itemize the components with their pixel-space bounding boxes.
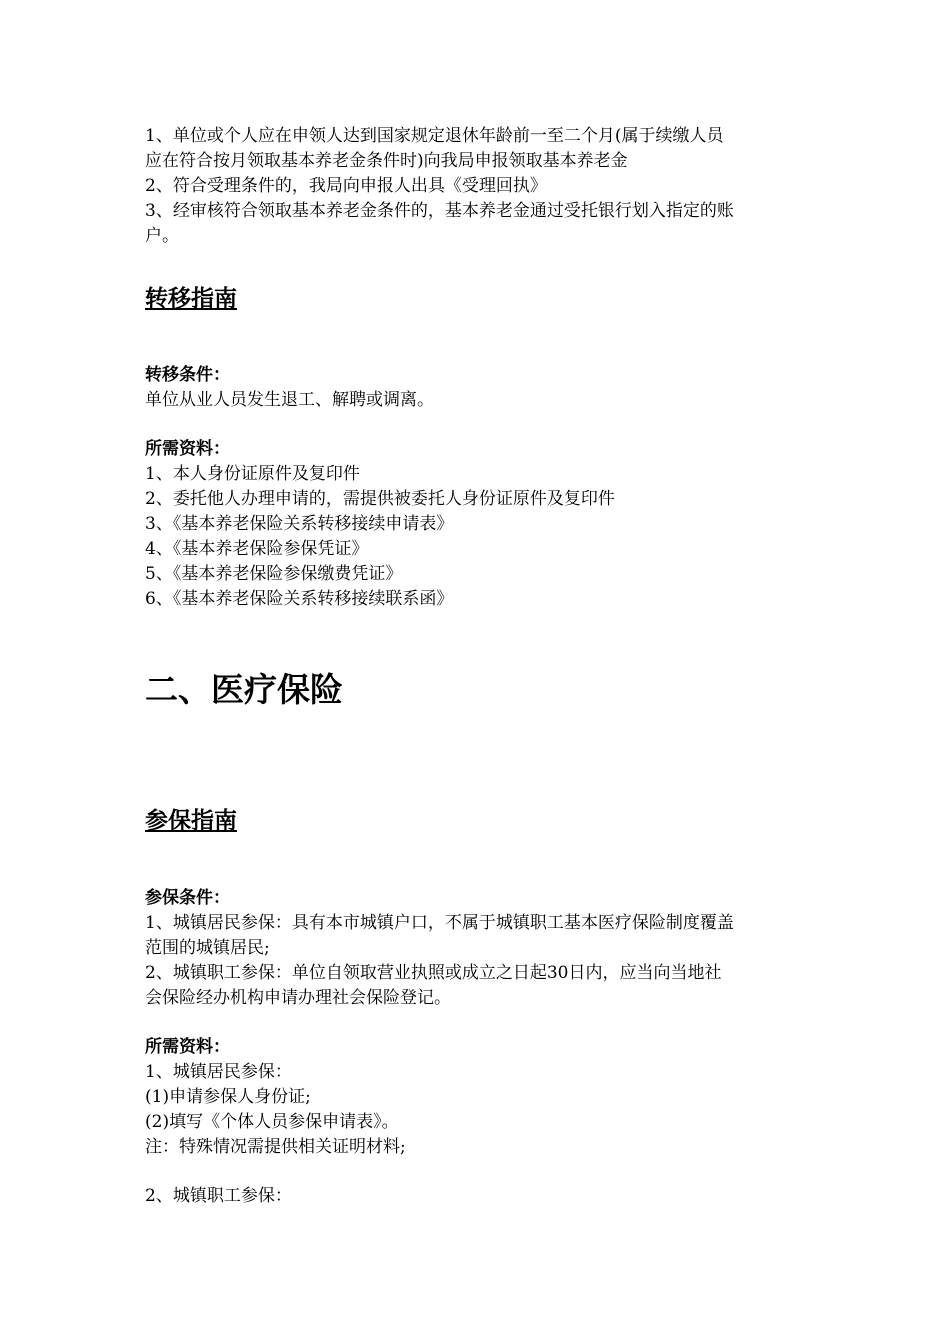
list-item: 5、《基本养老保险参保缴费凭证》 [145, 564, 403, 584]
list-item: 4、《基本养老保险参保凭证》 [145, 539, 369, 559]
transfer-materials-label: 所需资料： [145, 439, 230, 459]
step-line: 应在符合按月领取基本养老金条件时)向我局申报领取基本养老金 [145, 151, 628, 171]
step-line: 2、符合受理条件的，我局向申报人出具《受理回执》 [145, 176, 547, 196]
list-item: 1、本人身份证原件及复印件 [145, 464, 360, 484]
condition-line: 2、城镇职工参保：单位自领取营业执照或成立之日起30日内，应当向当地社 [145, 963, 722, 983]
step-line: 户。 [145, 226, 179, 246]
list-item: 2、委托他人办理申请的，需提供被委托人身份证原件及复印件 [145, 489, 615, 509]
transfer-conditions [145, 363, 434, 413]
material-line: 2、城镇职工参保： [145, 1186, 292, 1206]
list-item: 3、《基本养老保险关系转移接续申请表》 [145, 514, 454, 534]
transfer-conditions-label: 转移条件： [145, 365, 230, 385]
transfer-guide-heading: 转移指南 [145, 285, 237, 312]
medical-section-title: 二、医疗保险 [145, 670, 343, 709]
transfer-materials [145, 437, 615, 612]
material-line: (1)申请参保人身份证; [145, 1087, 311, 1107]
transfer-conditions-text: 单位从业人员发生退工、解聘或调离。 [145, 390, 434, 410]
material-line: (2)填写《个体人员参保申请表》。 [145, 1112, 399, 1132]
condition-line: 会保险经办机构申请办理社会保险登记。 [145, 988, 451, 1008]
enrollment-materials-label: 所需资料： [145, 1037, 230, 1057]
step-line: 1、单位或个人应在申领人达到国家规定退休年龄前一至二个月(属于续缴人员 [145, 126, 724, 146]
enrollment-guide-heading: 参保指南 [145, 807, 237, 834]
step-line: 3、经审核符合领取基本养老金条件的，基本养老金通过受托银行划入指定的账 [145, 201, 734, 221]
pension-receive-steps [145, 124, 734, 249]
material-line: 1、城镇居民参保： [145, 1062, 292, 1082]
condition-line: 1、城镇居民参保：具有本市城镇户口，不属于城镇职工基本医疗保险制度覆盖 [145, 913, 734, 933]
enrollment-conditions-label: 参保条件： [145, 888, 230, 908]
list-item: 6、《基本养老保险关系转移接续联系函》 [145, 589, 454, 609]
enrollment-materials [145, 1035, 406, 1160]
material-line: 注：特殊情况需提供相关证明材料; [145, 1137, 406, 1157]
enrollment-conditions [145, 886, 734, 1011]
condition-line: 范围的城镇居民; [145, 938, 270, 958]
